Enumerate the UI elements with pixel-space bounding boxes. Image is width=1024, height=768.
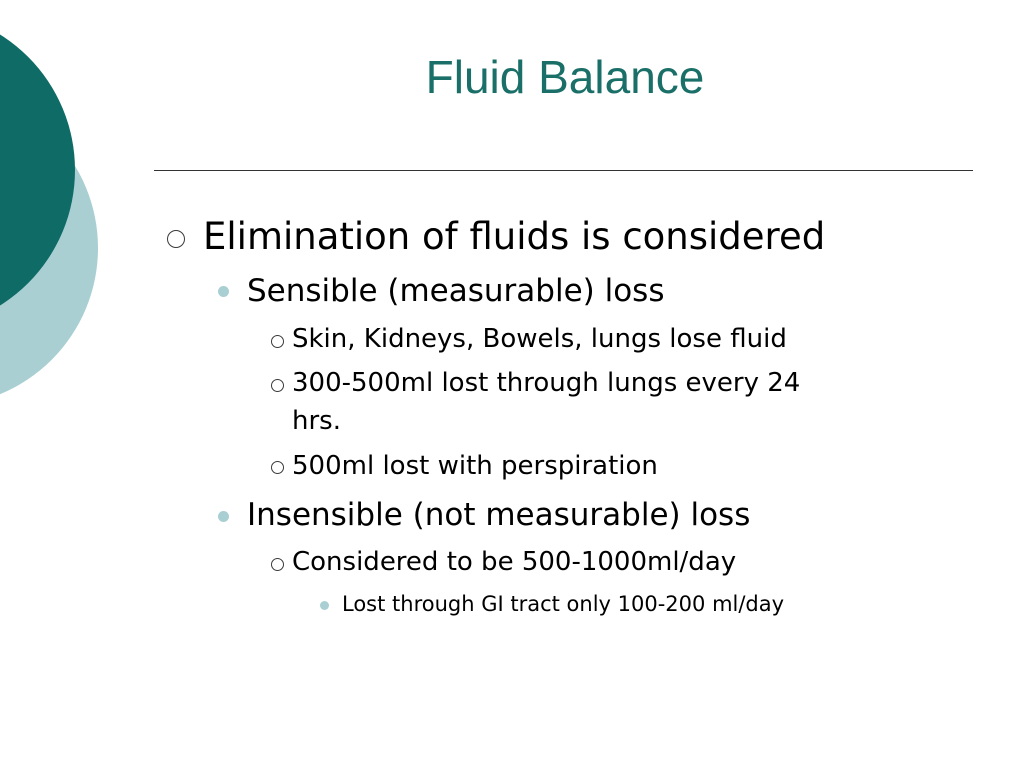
ring-bullet-icon bbox=[271, 558, 284, 571]
ring-bullet-icon bbox=[271, 335, 284, 348]
decorative-circles bbox=[0, 0, 110, 410]
ring-bullet-icon bbox=[167, 230, 185, 248]
bullet-level3-text: 300-500ml lost through lungs every 24 bbox=[292, 368, 801, 398]
bullet-level3-text: 500ml lost with perspiration bbox=[292, 451, 658, 481]
dot-bullet-icon bbox=[218, 286, 229, 297]
bullet-level3-text: Considered to be 500-1000ml/day bbox=[292, 547, 737, 577]
bullet-level4-text: Lost through GI tract only 100-200 ml/day bbox=[342, 592, 785, 616]
ring-bullet-icon bbox=[271, 379, 284, 392]
bullet-level2-text: Sensible (measurable) loss bbox=[247, 273, 665, 309]
dot-bullet-icon bbox=[320, 601, 329, 610]
bullet-level3-text: Skin, Kidneys, Bowels, lungs lose fluid bbox=[292, 324, 787, 354]
dot-bullet-icon bbox=[218, 511, 229, 522]
title-divider bbox=[154, 170, 973, 171]
bullet-level3-text-continuation: hrs. bbox=[292, 406, 341, 436]
slide-title: Fluid Balance bbox=[425, 51, 705, 103]
ring-bullet-icon bbox=[271, 461, 284, 474]
bullet-level2-text: Insensible (not measurable) loss bbox=[247, 497, 751, 533]
bullet-level1-text: Elimination of fluids is considered bbox=[203, 215, 826, 258]
